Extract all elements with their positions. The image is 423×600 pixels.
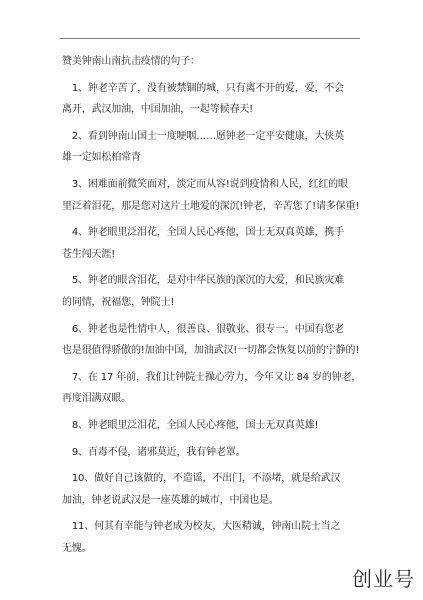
paragraph-3 xyxy=(62,174,362,217)
paragraph-line: 无愧。 xyxy=(62,542,92,554)
paragraph-11 xyxy=(62,516,362,559)
paragraph-line: 9、百毒不侵，诸邪莫近，我有钟老罩。 xyxy=(62,446,246,458)
paragraph-line: 7、在 17 年前，我们让钟院士操心劳力，今年又让 84 岁的钟老， xyxy=(62,371,362,383)
paragraph-line: 11、何其有幸能与钟老成为校友，大医精诚，钟南山院士当之 xyxy=(62,521,341,533)
paragraph-5 xyxy=(62,270,362,313)
paragraph-line: 雄一定如松柏常青 xyxy=(62,152,141,164)
paragraph-line: 离开，武汉加油，中国加油，一起等候春天! xyxy=(62,104,254,116)
paragraph-9 xyxy=(62,442,362,464)
paragraph-line: 3、困难面前微笑面对，淡定而从容!说到疫情和人民，红红的眼 xyxy=(62,178,348,190)
paragraph-line: 里泛着泪花，那是您对这片土地爱的深沉!钟老，辛苦您了!请多保重! xyxy=(62,200,360,212)
paragraph-line: 4、钟老眼里泛泪花，全国人民心疼他，国士无双真英雄，携手 xyxy=(62,227,345,239)
paragraph-line: 2、看到钟南山国士一度哽咽……愿钟老一定平安健康，大侠英 xyxy=(62,130,345,142)
paragraph-line: 1、钟老辛苦了，没有被禁锢的城，只有离不开的爱，爱，不会 xyxy=(62,82,345,94)
paragraph-4 xyxy=(62,222,362,265)
watermark-logo: 创业号 xyxy=(352,567,415,591)
paragraph-line: 加油，钟老说武汉是一座英雄的城市，中国也是。 xyxy=(62,494,279,506)
paragraph-line: 8、钟老眼里泛泪花，全国人民心疼他，国士无双真英雄! xyxy=(62,419,319,431)
paragraph-1 xyxy=(62,78,362,121)
paragraph-7 xyxy=(62,367,362,410)
paragraph-line: 5、钟老的眼含泪花，是对中华民族的深沉的大爱，和民族灾难 xyxy=(62,275,345,287)
paragraph-6 xyxy=(62,319,362,362)
paragraph-line: 苍生闯天涯! xyxy=(62,248,116,260)
paragraph-10 xyxy=(62,468,362,511)
top-divider-line xyxy=(60,38,360,39)
paragraph-2 xyxy=(62,126,362,169)
paragraph-line: 6、钟老也是性情中人，很善良、很敬业、很专一。中国有您老 xyxy=(62,323,345,335)
paragraph-8 xyxy=(62,415,362,437)
document-heading: 赞美钟南山南抗击疫情的句子： xyxy=(62,56,200,67)
document-body xyxy=(62,51,362,559)
paragraph-line: 的同情，祝福您，钟院士! xyxy=(62,296,175,308)
paragraph-line: 也是很值得骄傲的!加油中国，加油武汉!一切都会恢复以前的宁静的! xyxy=(62,345,360,357)
paragraph-line: 10、做好自己该做的，不造谣，不出门，不添堵，就是给武汉 xyxy=(62,473,341,485)
paragraph-line: 再度泪满双眼。 xyxy=(62,393,131,405)
